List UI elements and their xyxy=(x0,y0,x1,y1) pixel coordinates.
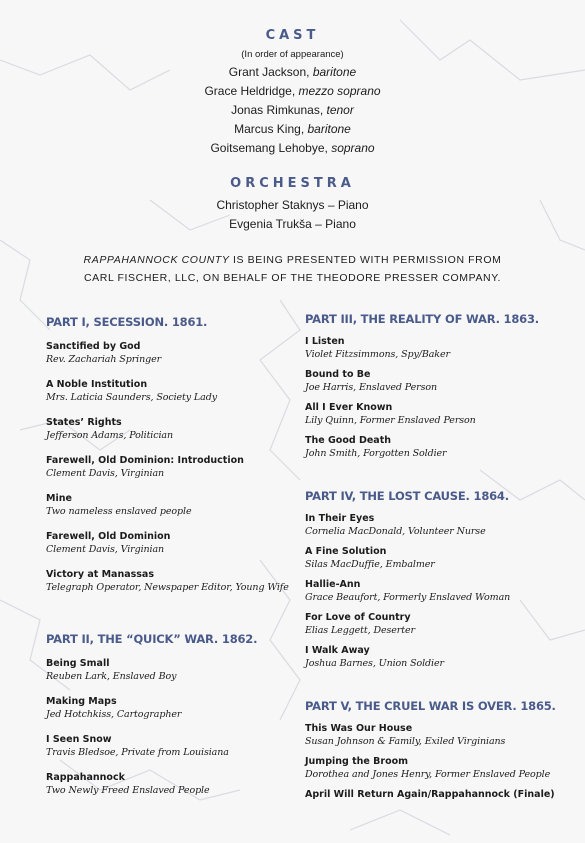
song: Victory at Manassas Telegraph Operator, Newspaper Editor, Young Wife xyxy=(46,569,289,593)
show-title: RAPPAHANNOCK COUNTY xyxy=(83,254,230,266)
song: Making Maps Jed Hotchkiss, Cartographer xyxy=(46,696,182,720)
song: April Will Return Again/Rappahannock (Finale) xyxy=(305,789,555,800)
song: The Good Death John Smith, Forgotten Soldier xyxy=(305,435,447,459)
song: I Walk Away Joshua Barnes, Union Soldier xyxy=(305,645,444,669)
song: Jumping the Broom Dorothea and Jones Henry, Former Enslaved People xyxy=(305,756,551,780)
cast-heading: CAST xyxy=(265,28,320,43)
song: All I Ever Known Lily Quinn, Former Enslaved Person xyxy=(305,402,476,426)
part-title: PART III, THE REALITY OF WAR. 1863. xyxy=(305,312,539,326)
song: Mine Two nameless enslaved people xyxy=(46,493,192,517)
cast-member: Grant Jackson, baritone xyxy=(228,65,357,79)
song: Sanctified by God Rev. Zachariah Springer xyxy=(46,341,162,365)
part-title: PART II, THE “QUICK” WAR. 1862. xyxy=(46,632,258,646)
cast-member: Grace Heldridge, mezzo soprano xyxy=(204,84,381,98)
left-column xyxy=(46,314,296,799)
song: This Was Our House Susan Johnson & Family, Exiled Virginians xyxy=(305,723,506,747)
part-title: PART V, THE CRUEL WAR IS OVER. 1865. xyxy=(305,699,556,713)
song: States’ Rights Jefferson Adams, Politician xyxy=(46,417,173,441)
song: A Noble Institution Mrs. Laticia Saunders, Society Lady xyxy=(46,379,217,403)
orchestra-heading: ORCHESTRA xyxy=(230,176,355,191)
song: A Fine Solution Silas MacDuffie, Embalmer xyxy=(305,546,435,570)
song: Farewell, Old Dominion Clement Davis, Virginian xyxy=(46,531,171,555)
part-title: PART I, SECESSION. 1861. xyxy=(46,315,208,329)
song: Being Small Reuben Lark, Enslaved Boy xyxy=(46,658,177,682)
song: For Love of Country Elias Leggett, Deserter xyxy=(305,612,415,636)
cast-note: (In order of appearance) xyxy=(241,49,344,60)
song: Farewell, Old Dominion: Introduction Clement Davis, Virginian xyxy=(46,455,244,479)
orchestra-member: Christopher Staknys – Piano xyxy=(216,198,369,212)
part-title: PART IV, THE LOST CAUSE. 1864. xyxy=(305,489,509,503)
permission-notice: RAPPAHANNOCK COUNTY IS BEING PRESENTED WITH PERMISSION FROM CARL FISCHER, LLC, ON BEHALF OF THE THEODORE PRESSER COMPANY. xyxy=(83,254,502,284)
song: In Their Eyes Cornelia MacDonald, Volunteer Nurse xyxy=(305,513,486,537)
right-column xyxy=(305,311,575,804)
orchestra-member: Evgenia Trukša – Piano xyxy=(229,217,356,231)
orchestra-list xyxy=(0,196,585,234)
song: Hallie-Ann Grace Beaufort, Formerly Enslaved Woman xyxy=(305,579,511,603)
song: I Seen Snow Travis Bledsoe, Private from Louisiana xyxy=(46,734,229,758)
song: I Listen Violet Fitzsimmons, Spy/Baker xyxy=(305,336,450,360)
song: Bound to Be Joe Harris, Enslaved Person xyxy=(305,369,438,393)
song: Rappahannock Two Newly Freed Enslaved People xyxy=(46,772,210,796)
cast-list xyxy=(0,63,585,158)
cast-member: Marcus King, baritone xyxy=(234,122,351,136)
cast-member: Jonas Rimkunas, tenor xyxy=(231,103,354,117)
cast-member: Goitsemang Lehobye, soprano xyxy=(210,141,375,155)
